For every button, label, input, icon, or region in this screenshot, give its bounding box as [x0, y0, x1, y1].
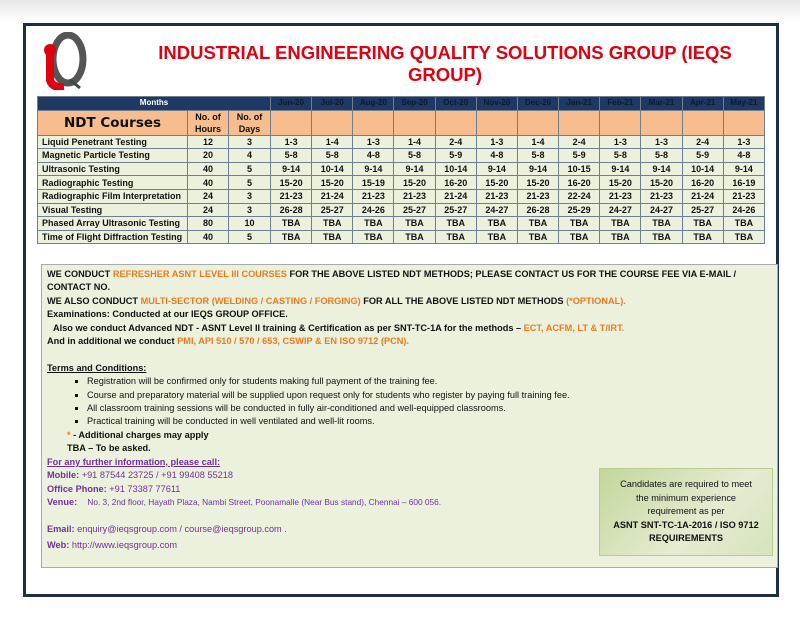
month-header: Mar-21 — [641, 97, 682, 111]
month-header: Jan-21 — [559, 97, 600, 111]
top-shade — [0, 0, 800, 22]
months-label: Months — [38, 97, 271, 111]
course-row — [38, 135, 765, 149]
terms-list — [47, 375, 772, 429]
course-dates: 15-19 — [353, 176, 394, 190]
course-dates: TBA — [435, 217, 476, 231]
course-dates: TBA — [353, 217, 394, 231]
course-dates: TBA — [600, 230, 641, 244]
course-row — [38, 189, 765, 203]
course-row — [38, 162, 765, 176]
month-header: Feb-21 — [600, 97, 641, 111]
course-dates: 1-3 — [353, 135, 394, 149]
month-header: Jun-20 — [271, 97, 312, 111]
course-dates: 25-27 — [682, 203, 723, 217]
course-dates: 24-27 — [641, 203, 682, 217]
course-hours: 40 — [188, 162, 229, 176]
course-row — [38, 203, 765, 217]
course-dates: 21-23 — [517, 189, 558, 203]
course-days: 3 — [229, 135, 271, 149]
month-header: Jul-20 — [312, 97, 353, 111]
course-dates: TBA — [476, 217, 517, 231]
course-dates: 10-14 — [435, 162, 476, 176]
course-dates: 16-20 — [559, 176, 600, 190]
office-phone-line: Office Phone: +91 73387 77611 — [47, 483, 181, 494]
experience-requirement-callout — [599, 468, 773, 556]
course-dates: 15-20 — [641, 176, 682, 190]
course-name: Magnetic Particle Testing — [38, 149, 188, 163]
course-dates: 26-28 — [271, 203, 312, 217]
course-dates: 5-9 — [682, 149, 723, 163]
page-title: INDUSTRIAL ENGINEERING QUALITY SOLUTIONS GROUP (IEQS GROUP) — [158, 42, 732, 85]
further-info-heading: For any further information, please call: — [47, 456, 221, 467]
course-dates: TBA — [682, 230, 723, 244]
course-dates: 5-8 — [312, 149, 353, 163]
course-dates: TBA — [559, 230, 600, 244]
course-dates: 21-23 — [641, 189, 682, 203]
course-name: Visual Testing — [38, 203, 188, 217]
month-header: Sep-20 — [394, 97, 435, 111]
course-dates: 1-3 — [600, 135, 641, 149]
callout-text: the minimum experience — [635, 492, 737, 503]
course-days: 5 — [229, 176, 271, 190]
course-dates: 21-23 — [600, 189, 641, 203]
callout-requirements: REQUIREMENTS — [648, 533, 724, 544]
month-header: Aug-20 — [353, 97, 394, 111]
course-dates: TBA — [271, 230, 312, 244]
course-dates: 25-29 — [559, 203, 600, 217]
course-dates: 9-14 — [600, 162, 641, 176]
course-dates: 5-8 — [600, 149, 641, 163]
terms-item: ▪ All classroom training sessions will be conducted in fully air-conditioned and well-equipped classrooms. — [87, 402, 772, 415]
course-dates: 15-20 — [517, 176, 558, 190]
course-hours: 40 — [188, 230, 229, 244]
course-dates: 25-27 — [312, 203, 353, 217]
course-hours: 20 — [188, 149, 229, 163]
website-link[interactable]: http://www.ieqsgroup.com — [71, 540, 178, 551]
course-dates: 9-14 — [641, 162, 682, 176]
course-dates: 21-23 — [394, 189, 435, 203]
course-row — [38, 176, 765, 190]
course-dates: 10-14 — [682, 162, 723, 176]
information-panel — [41, 264, 778, 568]
course-dates: 15-20 — [394, 176, 435, 190]
course-dates: TBA — [517, 230, 558, 244]
course-dates: 2-4 — [682, 135, 723, 149]
course-dates: 1-3 — [723, 135, 764, 149]
course-dates: 15-20 — [312, 176, 353, 190]
terms-item: ▪ Practical training will be conducted in well ventilated and well-lit rooms. — [87, 415, 772, 428]
course-dates: 21-23 — [723, 189, 764, 203]
course-dates: TBA — [517, 217, 558, 231]
course-dates: 16-20 — [682, 176, 723, 190]
course-dates: 2-4 — [435, 135, 476, 149]
refresher-line: WE CONDUCT REFRESHER ASNT LEVEL III COURSES FOR THE ABOVE LISTED NDT METHODS; PLEASE CONTACT US FOR THE COURSE FEE VIA E-MAIL / CONTACT NO. — [47, 269, 737, 293]
month-header: Oct-20 — [435, 97, 476, 111]
course-dates: 1-3 — [476, 135, 517, 149]
course-dates: TBA — [600, 217, 641, 231]
mobile-line: Mobile: +91 87544 23725 / +91 99408 55218 — [47, 470, 233, 481]
course-dates: 24-27 — [476, 203, 517, 217]
course-dates: 25-27 — [435, 203, 476, 217]
course-hours: 80 — [188, 217, 229, 231]
course-dates: 4-8 — [476, 149, 517, 163]
course-dates: 21-23 — [271, 189, 312, 203]
course-dates: 24-26 — [353, 203, 394, 217]
course-dates: 15-20 — [600, 176, 641, 190]
month-header: Nov-20 — [476, 97, 517, 111]
course-dates: 21-24 — [312, 189, 353, 203]
course-dates: 2-4 — [559, 135, 600, 149]
terms-title: Terms and Conditions: — [47, 362, 147, 373]
course-dates: TBA — [353, 230, 394, 244]
course-dates: 1-4 — [394, 135, 435, 149]
course-dates: TBA — [476, 230, 517, 244]
tba-note: TBA – To be asked. — [67, 443, 151, 454]
course-dates: 9-14 — [517, 162, 558, 176]
course-dates: 9-14 — [353, 162, 394, 176]
course-dates: 4-8 — [353, 149, 394, 163]
course-dates: 15-20 — [476, 176, 517, 190]
course-dates: 21-24 — [682, 189, 723, 203]
course-days: 5 — [229, 230, 271, 244]
course-dates: TBA — [682, 217, 723, 231]
course-dates: TBA — [723, 217, 764, 231]
course-days: 5 — [229, 162, 271, 176]
terms-item: ▪ Registration will be confirmed only for students making full payment of the training fee. — [87, 375, 772, 388]
ieqs-logo — [42, 32, 88, 90]
course-dates: TBA — [641, 217, 682, 231]
course-hours: 24 — [188, 189, 229, 203]
course-name: Liquid Penetrant Testing — [38, 135, 188, 149]
course-dates: 9-14 — [394, 162, 435, 176]
venue-line: Venue: No. 3, 2nd floor, Hayath Plaza, Nambi Street, Poonamalle (Near Bus stand), Chennai – 600 056. — [47, 496, 442, 507]
callout-text: Candidates are required to meet — [620, 479, 752, 490]
terms-item: ▪ Course and preparatory material will be supplied upon request only for students who register by paying full training fee. — [87, 389, 772, 402]
ndt-courses-label: NDT Courses — [38, 110, 188, 135]
course-dates: 5-8 — [517, 149, 558, 163]
course-dates: 4-8 — [723, 149, 764, 163]
additional-charges-note: * - Additional charges may apply — [67, 429, 209, 440]
month-header: Apr-21 — [682, 97, 723, 111]
course-dates: 1-3 — [641, 135, 682, 149]
course-name: Phased Array Ultrasonic Testing — [38, 217, 188, 231]
course-hours: 12 — [188, 135, 229, 149]
course-days: 3 — [229, 203, 271, 217]
course-dates: 10-14 — [312, 162, 353, 176]
advanced-ndt-line: Also we conduct Advanced NDT - ASNT Level II training & Certification as per SNT-TC-1A for the methods – ECT, ACFM, LT & T/IRT. — [53, 322, 625, 333]
course-dates: 1-3 — [271, 135, 312, 149]
course-dates: TBA — [394, 230, 435, 244]
course-days: 4 — [229, 149, 271, 163]
course-dates: TBA — [641, 230, 682, 244]
web-line: Web: http://www.ieqsgroup.com — [47, 540, 178, 551]
course-dates: 15-20 — [271, 176, 312, 190]
course-dates: TBA — [723, 230, 764, 244]
course-days: 10 — [229, 217, 271, 231]
course-row — [38, 230, 765, 244]
course-dates: 25-27 — [394, 203, 435, 217]
course-dates: TBA — [394, 217, 435, 231]
course-hours: 40 — [188, 176, 229, 190]
course-dates: TBA — [435, 230, 476, 244]
email-link-enquiry[interactable]: enquiry@ieqsgroup.com — [77, 523, 177, 534]
course-dates: 5-9 — [435, 149, 476, 163]
course-dates: 24-26 — [723, 203, 764, 217]
course-dates: 9-14 — [723, 162, 764, 176]
course-dates: 21-23 — [353, 189, 394, 203]
multisector-line: WE ALSO CONDUCT MULTI-SECTOR (WELDING / CASTING / FORGING) FOR ALL THE ABOVE LISTED NDT METHODS (*OPTIONAL). — [47, 295, 626, 306]
course-dates: 9-14 — [476, 162, 517, 176]
course-dates: 26-28 — [517, 203, 558, 217]
course-dates: TBA — [312, 217, 353, 231]
course-dates: 21-24 — [435, 189, 476, 203]
course-row — [38, 149, 765, 163]
course-dates: 9-14 — [271, 162, 312, 176]
course-dates: TBA — [559, 217, 600, 231]
course-dates: 16-19 — [723, 176, 764, 190]
course-name: Time of Flight Diffraction Testing — [38, 230, 188, 244]
hours-label: No. of Hours — [188, 110, 229, 135]
course-dates: 24-27 — [600, 203, 641, 217]
month-header: May-21 — [723, 97, 764, 111]
callout-standard: ASNT SNT-TC-1A-2016 / ISO 9712 — [613, 519, 759, 530]
course-dates: 16-20 — [435, 176, 476, 190]
course-hours: 24 — [188, 203, 229, 217]
course-dates: 5-8 — [271, 149, 312, 163]
examinations-line: Examinations: Conducted at our IEQS GROUP OFFICE. — [47, 309, 288, 320]
email-line: Email: enquiry@ieqsgroup.com / course@ieqsgroup.com . — [47, 523, 287, 534]
course-dates: 5-9 — [559, 149, 600, 163]
email-link-course[interactable]: course@ieqsgroup.com — [184, 523, 282, 534]
course-days: 3 — [229, 189, 271, 203]
course-schedule-table — [37, 96, 765, 244]
courses-header-row — [38, 110, 765, 135]
callout-text: requirement as per — [647, 506, 725, 517]
course-row — [38, 217, 765, 231]
additional-line: And in additional we conduct PMI, API 510 / 570 / 653, CSWIP & EN ISO 9712 (PCN). — [47, 336, 409, 347]
course-dates: 5-8 — [641, 149, 682, 163]
course-dates: 1-4 — [517, 135, 558, 149]
course-name: Ultrasonic Testing — [38, 162, 188, 176]
course-dates: 21-23 — [476, 189, 517, 203]
days-label: No. of Days — [229, 110, 271, 135]
month-header: Dec-20 — [517, 97, 558, 111]
course-dates: 1-4 — [312, 135, 353, 149]
course-name: Radiographic Film Interpretation — [38, 189, 188, 203]
course-name: Radiographic Testing — [38, 176, 188, 190]
course-dates: 22-24 — [559, 189, 600, 203]
course-dates: 10-15 — [559, 162, 600, 176]
months-header-row — [38, 97, 765, 111]
course-dates: 5-8 — [394, 149, 435, 163]
course-dates: TBA — [271, 217, 312, 231]
course-dates: TBA — [312, 230, 353, 244]
